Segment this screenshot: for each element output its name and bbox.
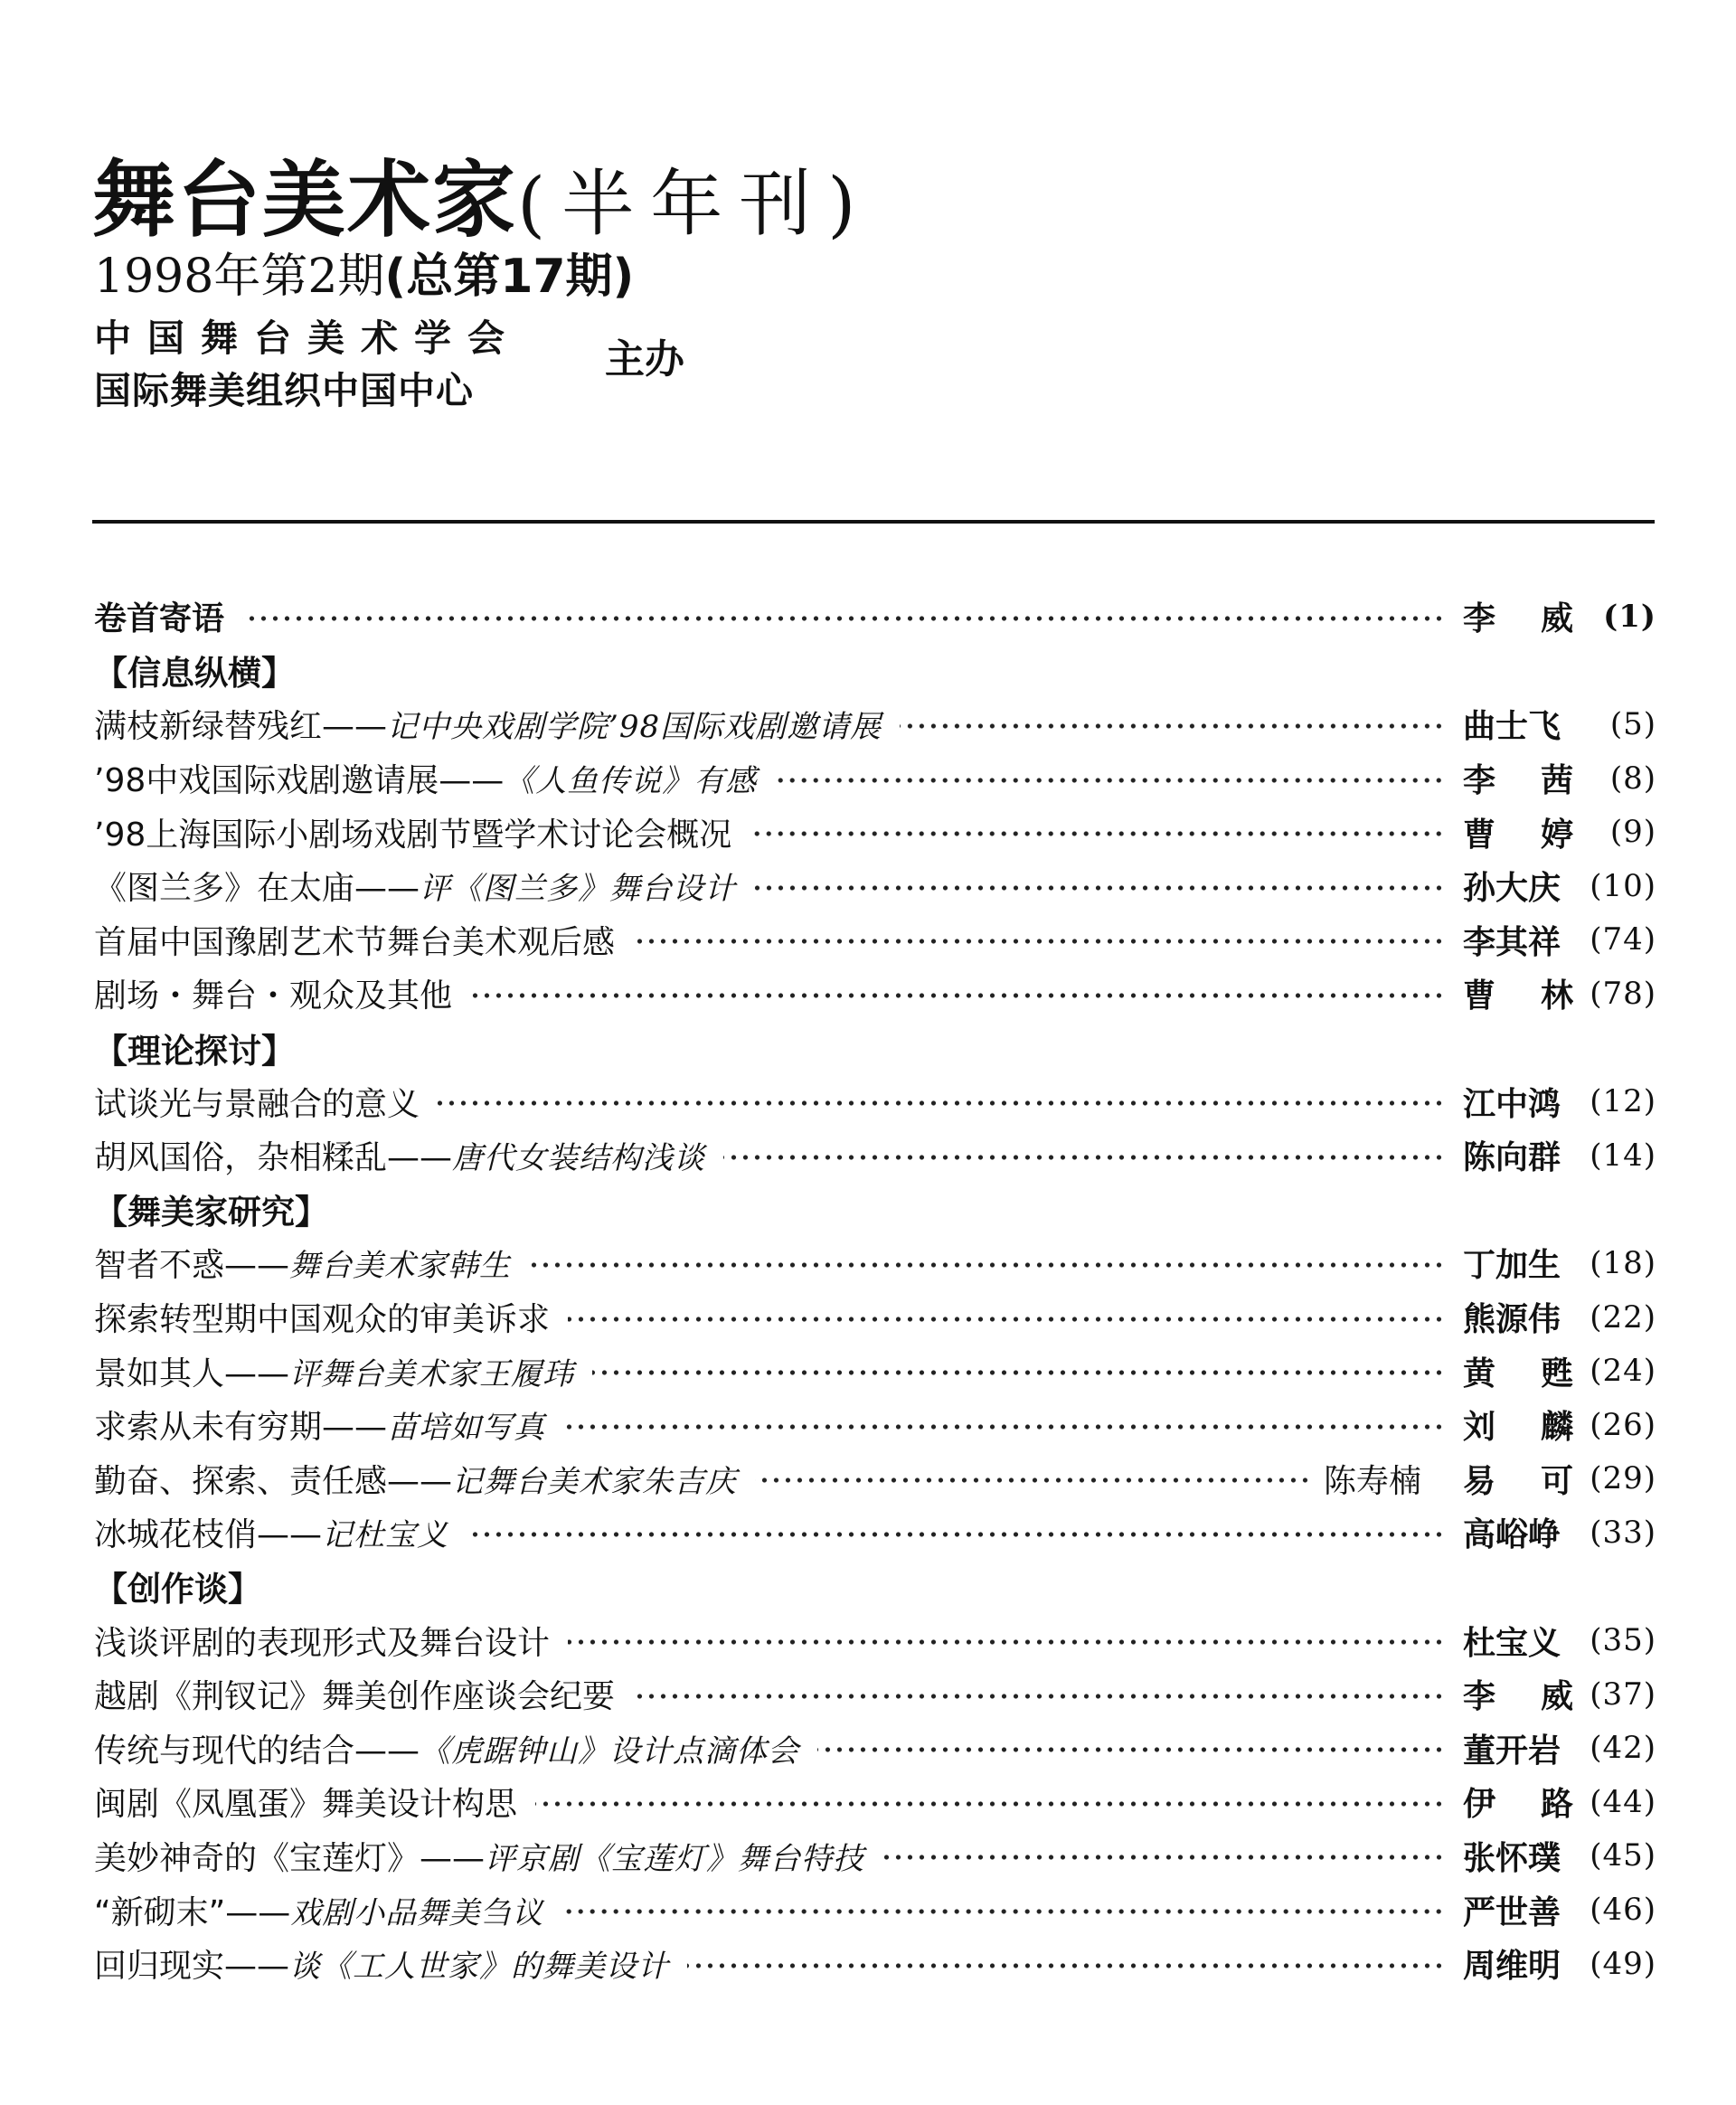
entry-title-main: 满枝新绿替残红—— — [94, 708, 388, 746]
entry-title — [94, 1456, 737, 1502]
author-name-part: 易 — [1463, 1462, 1496, 1500]
magazine-frequency: (半年刊) — [517, 162, 873, 246]
entry-title-main: 传统与现代的结合—— — [94, 1732, 420, 1770]
entry-page-number: (37) — [1590, 1676, 1656, 1713]
entry-subtitle: 评舞台美术家王履玮 — [289, 1355, 575, 1392]
author-name-part: 威 — [1540, 600, 1573, 638]
entry-page-number: (9) — [1609, 814, 1656, 851]
toc-entry[interactable] — [94, 1721, 1656, 1775]
dot-leader — [568, 1638, 1445, 1647]
entry-subtitle: 苗培如写真 — [387, 1410, 546, 1447]
entry-author: 董开岩 — [1463, 1732, 1561, 1770]
entry-author — [1463, 809, 1573, 855]
toc-entry[interactable] — [94, 913, 1656, 968]
section-title: 【舞美家研究】 — [94, 1193, 328, 1232]
dot-leader — [568, 1315, 1445, 1324]
entry-title-main: 卷首寄语 — [94, 600, 225, 638]
entry-title-main: 浅谈评剧的表现形式及舞台设计 — [94, 1624, 551, 1662]
entry-page-number: (26) — [1590, 1406, 1656, 1443]
entry-author — [1463, 755, 1573, 801]
toc-section-heading — [94, 1183, 1656, 1237]
entry-title-main: 越剧《荆钗记》舞美创作座谈会纪要 — [94, 1678, 616, 1716]
entry-title — [94, 1833, 864, 1879]
entry-author: 曲士飞 — [1463, 708, 1561, 746]
entry-title-main: 勤奋、探索、责任感—— — [94, 1462, 453, 1500]
entry-page-number: (14) — [1590, 1137, 1656, 1174]
entry-author — [1463, 1348, 1573, 1394]
entry-subtitle: 唐代女装结构浅谈 — [452, 1140, 706, 1177]
sponsor-name-2: 国际舞美组织中国中心 — [94, 369, 474, 412]
entry-page-number: (45) — [1590, 1837, 1656, 1874]
entry-title-main: 回归现实—— — [94, 1948, 290, 1986]
entry-author: 江中鸿 — [1463, 1085, 1561, 1123]
dot-leader — [900, 722, 1445, 731]
table-of-contents — [94, 590, 1656, 1990]
author-name-part: 李 — [1463, 1678, 1496, 1716]
toc-entry[interactable] — [94, 1236, 1656, 1290]
author-name-part: 李 — [1463, 600, 1496, 638]
entry-title — [94, 1725, 799, 1771]
toc-entry[interactable] — [94, 1613, 1656, 1667]
magazine-title — [92, 152, 873, 249]
section-title: 【信息纵横】 — [94, 654, 295, 694]
toc-section-heading — [94, 1560, 1656, 1614]
entry-title-main: 智者不惑—— — [94, 1247, 290, 1285]
dot-leader — [561, 1907, 1445, 1916]
author-name-part: 茜 — [1540, 762, 1573, 800]
entry-subtitle: 谈《工人世家》的舞美设计 — [289, 1949, 670, 1986]
author-name-part: 伊 — [1463, 1786, 1496, 1824]
toc-entry[interactable] — [94, 1128, 1656, 1183]
entry-title — [94, 809, 731, 855]
dot-leader — [775, 776, 1445, 785]
entry-page-number: (33) — [1590, 1514, 1656, 1551]
entry-page-number: (10) — [1590, 867, 1656, 904]
entry-title — [94, 970, 452, 1016]
dot-leader — [592, 1368, 1445, 1377]
entry-subtitle: 评京剧《宝莲灯》舞台特技 — [485, 1840, 865, 1877]
entry-author: 熊源伟 — [1463, 1301, 1561, 1339]
sponsor-name-1: 中国舞台美术学会 — [94, 316, 521, 360]
dot-leader — [754, 883, 1445, 892]
author-name-part: 甦 — [1540, 1355, 1573, 1392]
entry-subtitle: 评《图兰多》舞台设计 — [420, 871, 737, 908]
author-name-part: 李 — [1463, 762, 1496, 800]
entry-title — [94, 917, 615, 963]
entry-author — [1463, 593, 1573, 639]
dot-leader — [438, 1099, 1445, 1108]
entry-author — [1463, 970, 1573, 1016]
entry-page-number: (22) — [1590, 1298, 1656, 1336]
toc-entry[interactable] — [94, 1667, 1656, 1722]
entry-title — [94, 1132, 705, 1178]
toc-entry[interactable] — [94, 1290, 1656, 1345]
entry-author — [1463, 1456, 1573, 1502]
entry-title-main: ’98中戏国际戏剧邀请展—— — [94, 762, 505, 800]
entry-page-number: (8) — [1609, 760, 1656, 797]
entry-title-main: 胡风国俗，杂相糅乱—— — [94, 1139, 453, 1177]
entry-page-number: (49) — [1590, 1945, 1656, 1982]
toc-entry[interactable] — [94, 1344, 1656, 1398]
toc-entry[interactable] — [94, 805, 1656, 859]
author-name-part: 林 — [1540, 977, 1573, 1015]
entry-title — [94, 1671, 615, 1717]
author-name-part: 路 — [1540, 1786, 1573, 1824]
toc-entry[interactable] — [94, 967, 1656, 1021]
entry-title — [94, 863, 736, 909]
entry-author — [1463, 1779, 1573, 1825]
entry-title-main: 景如其人—— — [94, 1355, 290, 1392]
entry-page-number: (35) — [1590, 1622, 1656, 1659]
toc-entry[interactable] — [94, 1398, 1656, 1452]
dot-leader — [529, 1260, 1445, 1270]
dot-leader — [817, 1745, 1445, 1754]
entry-page-number: (18) — [1590, 1244, 1656, 1281]
toc-entry[interactable] — [94, 697, 1656, 751]
toc-entry[interactable] — [94, 1506, 1656, 1560]
entry-author: 丁加生 — [1463, 1247, 1561, 1285]
entry-page-number: (78) — [1590, 975, 1656, 1012]
author-name-part: 曹 — [1463, 977, 1496, 1015]
toc-section-heading — [94, 644, 1656, 698]
author-name-part: 麟 — [1540, 1409, 1573, 1447]
entry-title — [94, 1240, 511, 1286]
entry-page-number: (5) — [1609, 705, 1656, 742]
entry-author — [1463, 1671, 1573, 1717]
section-title: 【理论探讨】 — [94, 1031, 295, 1071]
toc-entry[interactable] — [94, 751, 1656, 806]
entry-subtitle: 戏剧小品舞美刍议 — [290, 1894, 544, 1931]
entry-page-number: (44) — [1590, 1783, 1656, 1820]
dot-leader — [467, 1530, 1445, 1539]
entry-page-number: (46) — [1590, 1892, 1656, 1929]
entry-page-number: (29) — [1590, 1460, 1656, 1497]
author-name-part: 曹 — [1463, 816, 1496, 854]
toc-entry[interactable] — [94, 1452, 1656, 1506]
author-name-part: 威 — [1540, 1678, 1573, 1716]
entry-title-main: 求索从未有穷期—— — [94, 1409, 388, 1447]
toc-entry[interactable] — [94, 1829, 1656, 1883]
entry-title — [94, 755, 757, 801]
dot-leader — [535, 1799, 1445, 1808]
entry-author: 张怀璞 — [1463, 1839, 1561, 1877]
dot-leader — [470, 991, 1445, 1000]
entry-subtitle: 记中央戏剧学院’98国际戏剧邀请展 — [387, 709, 882, 746]
entry-title — [94, 1618, 550, 1664]
toc-section-heading — [94, 1021, 1656, 1075]
sponsors — [94, 316, 684, 412]
entry-subtitle: 《虎踞钟山》设计点滴体会 — [420, 1732, 800, 1770]
header-divider — [92, 520, 1655, 524]
entry-title-main: 探索转型期中国观众的审美诉求 — [94, 1301, 551, 1339]
entry-title — [94, 1887, 543, 1933]
entry-page-number: (24) — [1590, 1353, 1656, 1390]
entry-page-number: (42) — [1590, 1730, 1656, 1767]
entry-subtitle: 舞台美术家韩生 — [289, 1248, 512, 1285]
author-name-part: 婷 — [1540, 816, 1573, 854]
entry-title — [94, 701, 882, 747]
entry-author: 周维明 — [1463, 1948, 1561, 1986]
entry-author: 杜宝义 — [1463, 1624, 1561, 1662]
entry-author: 李其祥 — [1463, 923, 1561, 961]
entry-author: 高峪峥 — [1463, 1516, 1561, 1554]
entry-page-number: (1) — [1603, 598, 1656, 635]
entry-subtitle: 《人鱼传说》有感 — [504, 763, 758, 800]
entry-title — [94, 1079, 420, 1125]
entry-page-number: (74) — [1590, 921, 1656, 958]
dot-leader — [242, 614, 1445, 623]
issue-number — [94, 250, 635, 304]
issue-total: (总第17期) — [384, 250, 635, 304]
entry-subtitle: 记舞台美术家朱吉庆 — [452, 1463, 738, 1500]
entry-title — [94, 1294, 550, 1340]
toc-entry[interactable] — [94, 1937, 1656, 1991]
entry-title — [94, 1509, 448, 1555]
entry-title-main: 试谈光与景融合的意义 — [94, 1085, 420, 1123]
entry-page-number: (12) — [1590, 1083, 1656, 1120]
dot-leader — [755, 1476, 1311, 1485]
dot-leader — [633, 1692, 1445, 1701]
magazine-title-main: 舞台美术家 — [92, 152, 518, 249]
issue-year: 1998年第2期 — [94, 250, 385, 304]
dot-leader — [882, 1853, 1445, 1862]
dot-leader — [633, 937, 1445, 946]
author-name-part: 刘 — [1463, 1409, 1496, 1447]
entry-title — [94, 1779, 517, 1825]
entry-title-main: “新砌末”—— — [94, 1893, 291, 1931]
entry-co-author: 陈寿楠 — [1323, 1462, 1421, 1500]
entry-title-main: 《图兰多》在太庙—— — [94, 870, 420, 908]
toc-entry[interactable] — [94, 859, 1656, 913]
author-name-part: 黄 — [1463, 1355, 1496, 1392]
section-title: 【创作谈】 — [94, 1570, 261, 1609]
toc-entry[interactable] — [94, 1883, 1656, 1937]
dot-leader — [563, 1422, 1445, 1431]
author-name-part: 可 — [1540, 1462, 1573, 1500]
dot-leader — [750, 829, 1445, 838]
entry-author: 严世善 — [1463, 1893, 1561, 1931]
entry-title-main: ’98上海国际小剧场戏剧节暨学术讨论会概况 — [94, 816, 732, 854]
entry-author: 孙大庆 — [1463, 870, 1561, 908]
entry-title-main: 冰城花枝俏—— — [94, 1516, 323, 1554]
entry-author — [1463, 1402, 1573, 1448]
sponsor-role: 主办 — [605, 336, 684, 382]
entry-title-main: 首届中国豫剧艺术节舞台美术观后感 — [94, 923, 616, 961]
toc-entry[interactable] — [94, 1074, 1656, 1128]
entry-title — [94, 1348, 574, 1394]
entry-title — [94, 1402, 545, 1448]
toc-entry[interactable] — [94, 1775, 1656, 1829]
dot-leader — [687, 1961, 1445, 1970]
entry-title — [94, 1940, 669, 1987]
entry-title — [94, 593, 224, 639]
entry-title-main: 闽剧《凤凰蛋》舞美设计构思 — [94, 1786, 518, 1824]
entry-title-main: 美妙神奇的《宝莲灯》—— — [94, 1839, 486, 1877]
entry-title-main: 剧场・舞台・观众及其他 — [94, 977, 453, 1015]
entry-subtitle: 记杜宝义 — [322, 1517, 449, 1554]
entry-author: 陈向群 — [1463, 1139, 1561, 1177]
dot-leader — [723, 1153, 1445, 1162]
toc-entry[interactable] — [94, 590, 1656, 644]
